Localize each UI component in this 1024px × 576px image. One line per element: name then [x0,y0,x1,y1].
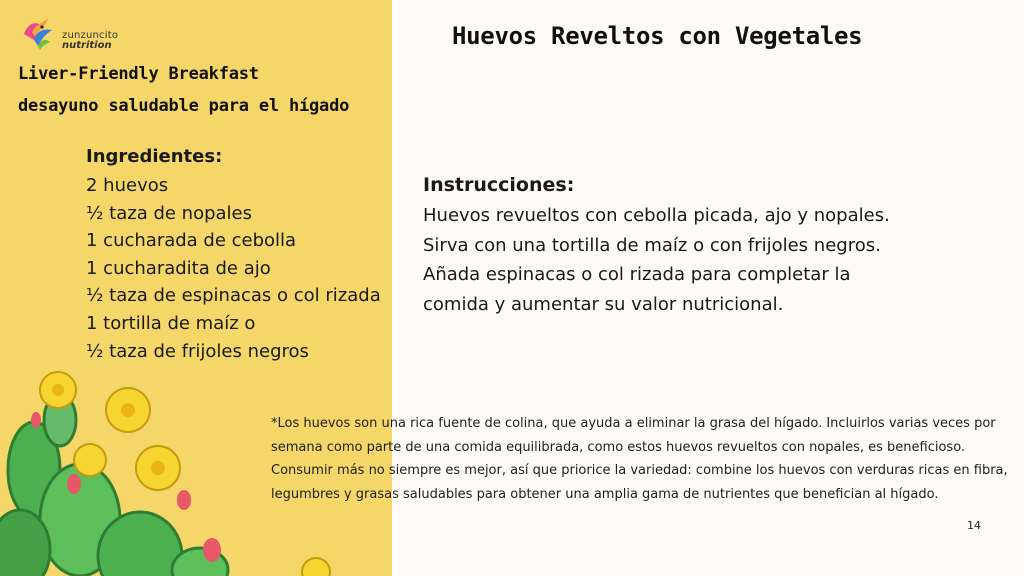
ingredient-item: 2 huevos [86,175,169,196]
instruction-line: Huevos revueltos con cebolla picada, ajo y nopales. [423,205,890,226]
instruction-line: comida y aumentar su valor nutricional. [423,293,784,315]
ingredients-list [86,172,381,365]
brand-tagline: nutrition [62,40,112,51]
hummingbird-logo-icon [18,14,58,54]
instruction-line: Añada espinacas o col rizada para completar la [423,264,851,285]
brand-logo [18,14,128,54]
ingredient-item: 1 cucharada de cebolla [86,230,297,252]
ingredient-item: 1 tortilla de maíz o [86,312,256,334]
brand-name: zunzuncito [62,30,119,41]
subtitle-english: Liver-Friendly Breakfast [18,64,259,84]
ingredient-item: ½ taza de nopales [86,202,253,224]
instruction-line: Sirva con una tortilla de maíz o con frijoles negros. [423,234,881,256]
page-title: Huevos Reveltos con Vegetales [452,22,863,50]
ingredients-heading: Ingredientes: [86,146,223,167]
subtitle-spanish: desayuno saludable para el hígado [18,96,350,116]
ingredient-item: ½ taza de frijoles negros [86,340,309,362]
page-number: 14 [967,519,981,532]
ingredient-item: ½ taza de espinacas o col rizada [86,285,381,307]
instructions-text [423,201,890,319]
ingredient-item: 1 cucharadita de ajo [86,257,271,279]
instructions-heading: Instrucciones: [423,174,575,196]
nutrition-note: *Los huevos son una rica fuente de colina, que ayuda a eliminar la grasa del hígado. Incluirlos varias veces por semana como parte de una comida equilibrada, como estos huevos revueltos con nopales, es beneficioso. Consumir más no siempre es mejor, así que priorice la variedad: combine los huevos con verduras ricas en fibra, legumbres y grasas saludables para obtener una amplia gama de nutrientes que benefician al hígado. [271,416,1008,503]
